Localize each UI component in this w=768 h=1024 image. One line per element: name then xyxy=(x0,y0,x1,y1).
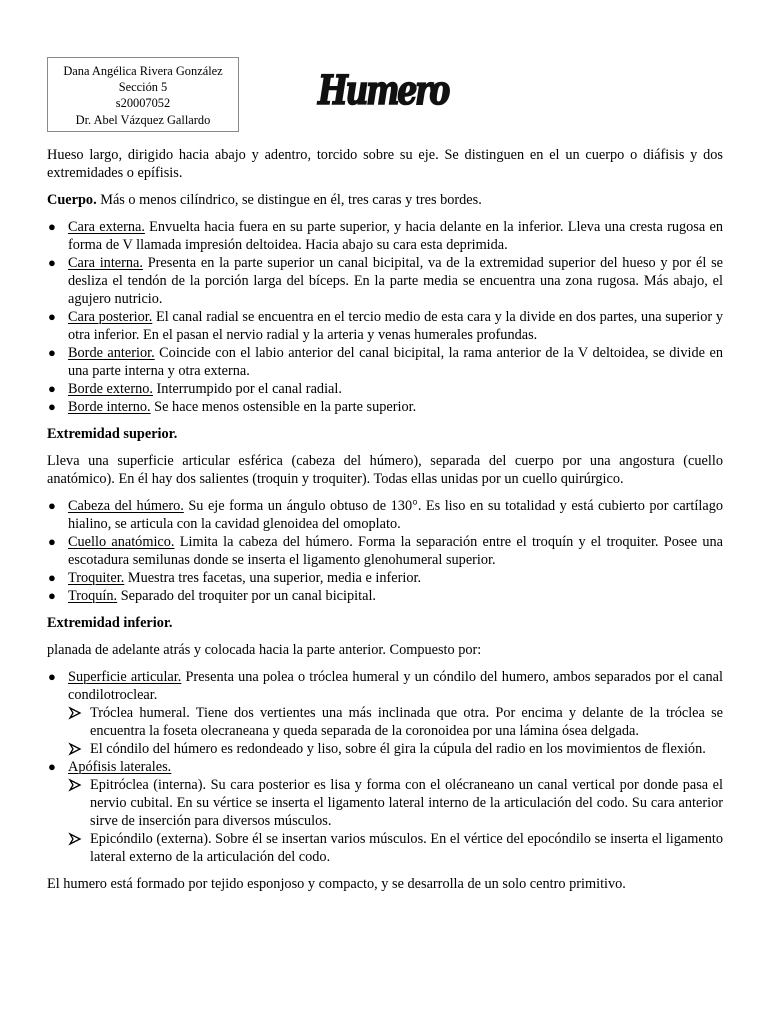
closing-paragraph: El humero está formado por tejido esponjoso y compacto, y se desarrolla de un solo centro primitivo. xyxy=(47,876,626,892)
bullet-icon: ● xyxy=(48,534,56,549)
sub-list xyxy=(68,776,723,866)
student-id: s20007052 xyxy=(115,96,171,111)
bullet-icon: ● xyxy=(48,219,56,234)
arrowhead-icon xyxy=(69,744,81,754)
student-name: Dana Angélica Rivera González xyxy=(63,64,223,78)
ext-superior-paragraph: Lleva una superficie articular esférica (cabeza del húmero), separada del cuerpo por una angostura (cuello anatómico). En él hay dos salientes (troquin y troquiter). Todas ellas unidas por un cuello quirúrgico. xyxy=(47,453,723,487)
title-text: Humero xyxy=(317,67,450,114)
item-text: Se hace menos ostensible en la parte superior. xyxy=(150,399,417,415)
sub-list-item: Epicóndilo (externa). Sobre él se insertan varios músculos. En el vértice del epocóndilo se inserta el ligamento lateral externo de la articulación del codo. xyxy=(68,830,723,866)
bullet-icon: ● xyxy=(48,588,56,603)
bullet-icon: ● xyxy=(48,255,56,270)
document-body xyxy=(47,146,723,893)
item-term: Borde anterior. xyxy=(68,345,155,361)
arrowhead-icon xyxy=(69,834,81,844)
item-term: Cuello anatómico. xyxy=(68,534,175,550)
list-item xyxy=(47,668,723,758)
ext-superior-list xyxy=(47,497,723,605)
cuerpo-paragraph xyxy=(47,191,723,209)
item-term: Cara posterior. xyxy=(68,309,153,325)
item-text: Coincide con el labio anterior del canal bicipital, la rama anterior de la V deltoidea, se divide en una parte interna y otra externa. xyxy=(68,345,723,379)
ext-inferior-heading: Extremidad inferior. xyxy=(47,615,173,631)
student-info-box xyxy=(47,57,239,132)
item-term: Apófisis laterales. xyxy=(68,759,172,775)
list-item xyxy=(47,497,723,533)
list-item xyxy=(47,308,723,344)
list-item xyxy=(47,569,723,587)
bullet-icon: ● xyxy=(48,399,56,414)
list-item xyxy=(47,533,723,569)
list-item xyxy=(47,398,723,416)
item-text: Muestra tres facetas, una superior, media e inferior. xyxy=(124,570,422,586)
item-text: Presenta en la parte superior un canal bicipital, va de la extremidad superior del hueso y por él se desliza el tendón de la porción larga del bíceps. En la parte media se encuentra una zona rugosa. Más abajo, el agujero nutricio. xyxy=(68,255,723,307)
bullet-icon: ● xyxy=(48,381,56,396)
item-text: Envuelta hacia fuera en su parte superior, y hacia delante en la inferior. Lleva una cresta rugosa en forma de V llamada impresión deltoidea. Hacia abajo su cara esta deprimida. xyxy=(68,219,723,253)
item-term: Cara externa. xyxy=(68,219,145,235)
bullet-icon: ● xyxy=(48,309,56,324)
list-item xyxy=(47,587,723,605)
sub-list-item: El cóndilo del húmero es redondeado y liso, sobre él gira la cúpula del radio en los movimientos de flexión. xyxy=(68,740,723,758)
sub-list-item: Tróclea humeral. Tiene dos vertientes una más inclinada que otra. Por encima y delante de la tróclea se encuentra la foseta olecraneana y queda separada de la coronoidea por una lámina ósea delgada. xyxy=(68,704,723,740)
item-term: Troquiter. xyxy=(68,570,125,586)
cuerpo-text: Más o menos cilíndrico, se distingue en él, tres caras y tres bordes. xyxy=(96,192,482,208)
list-item xyxy=(47,254,723,308)
ext-superior-heading: Extremidad superior. xyxy=(47,426,178,442)
intro-paragraph: Hueso largo, dirigido hacia abajo y adentro, torcido sobre su eje. Se distinguen en el un cuerpo o diáfisis y dos extremidades o epífisis. xyxy=(47,147,723,181)
item-text: Limita la cabeza del húmero. Forma la separación entre el troquín y el troquiter. Posee una escotadura semilunas donde se inserta el ligamento glenohumeral superior. xyxy=(68,534,723,568)
bullet-icon: ● xyxy=(48,498,56,513)
bullet-icon: ● xyxy=(48,570,56,585)
item-text: Separado del troquiter por un canal bicipital. xyxy=(117,588,376,604)
cuerpo-list xyxy=(47,218,723,416)
professor-name: Dr. Abel Vázquez Gallardo xyxy=(75,112,211,127)
arrowhead-icon xyxy=(69,780,81,790)
item-term: Cabeza del húmero. xyxy=(68,498,184,514)
bullet-icon: ● xyxy=(48,345,56,360)
list-item xyxy=(47,218,723,254)
item-text: Presenta una polea o tróclea humeral y un cóndilo del humero, ambos separados por el canal condilotroclear. xyxy=(68,669,723,703)
bullet-icon: ● xyxy=(48,669,56,684)
arrowhead-icon xyxy=(69,708,81,718)
bullet-icon: ● xyxy=(48,759,56,774)
cuerpo-label: Cuerpo. xyxy=(47,192,97,208)
item-text: El canal radial se encuentra en el tercio medio de esta cara y la divide en dos partes, una superior y otra inferior. En el pasan el nervio radial y la arteria y venas humerales profundas. xyxy=(68,309,723,343)
ext-inferior-list xyxy=(47,668,723,866)
sub-list-item: Epitróclea (interna). Su cara posterior es lisa y forma con el olécraneano un canal vertical por donde pasa el nervio cubital. En su vértice se inserta el ligamento lateral interno de la articulación del codo. Su cara anterior sirve de inserción para diversos músculos. xyxy=(68,776,723,830)
item-term: Troquín. xyxy=(68,588,118,604)
document-title xyxy=(316,64,452,118)
item-text: Su eje forma un ángulo obtuso de 130°. Es liso en su totalidad y está cubierto por cartílago hialino, se articula con la cavidad glenoidea del omoplato. xyxy=(68,498,723,532)
list-item xyxy=(47,344,723,380)
item-term: Borde interno. xyxy=(68,399,151,415)
list-item xyxy=(47,380,723,398)
item-term: Borde externo. xyxy=(68,381,153,397)
item-text: Interrumpido por el canal radial. xyxy=(152,381,342,397)
ext-inferior-paragraph: planada de adelante atrás y colocada hacia la parte anterior. Compuesto por: xyxy=(47,642,482,658)
item-term: Cara interna. xyxy=(68,255,143,271)
item-term: Superficie articular. xyxy=(68,669,182,685)
section-label: Sección 5 xyxy=(118,80,168,95)
list-item xyxy=(47,758,723,866)
sub-list xyxy=(68,704,723,758)
